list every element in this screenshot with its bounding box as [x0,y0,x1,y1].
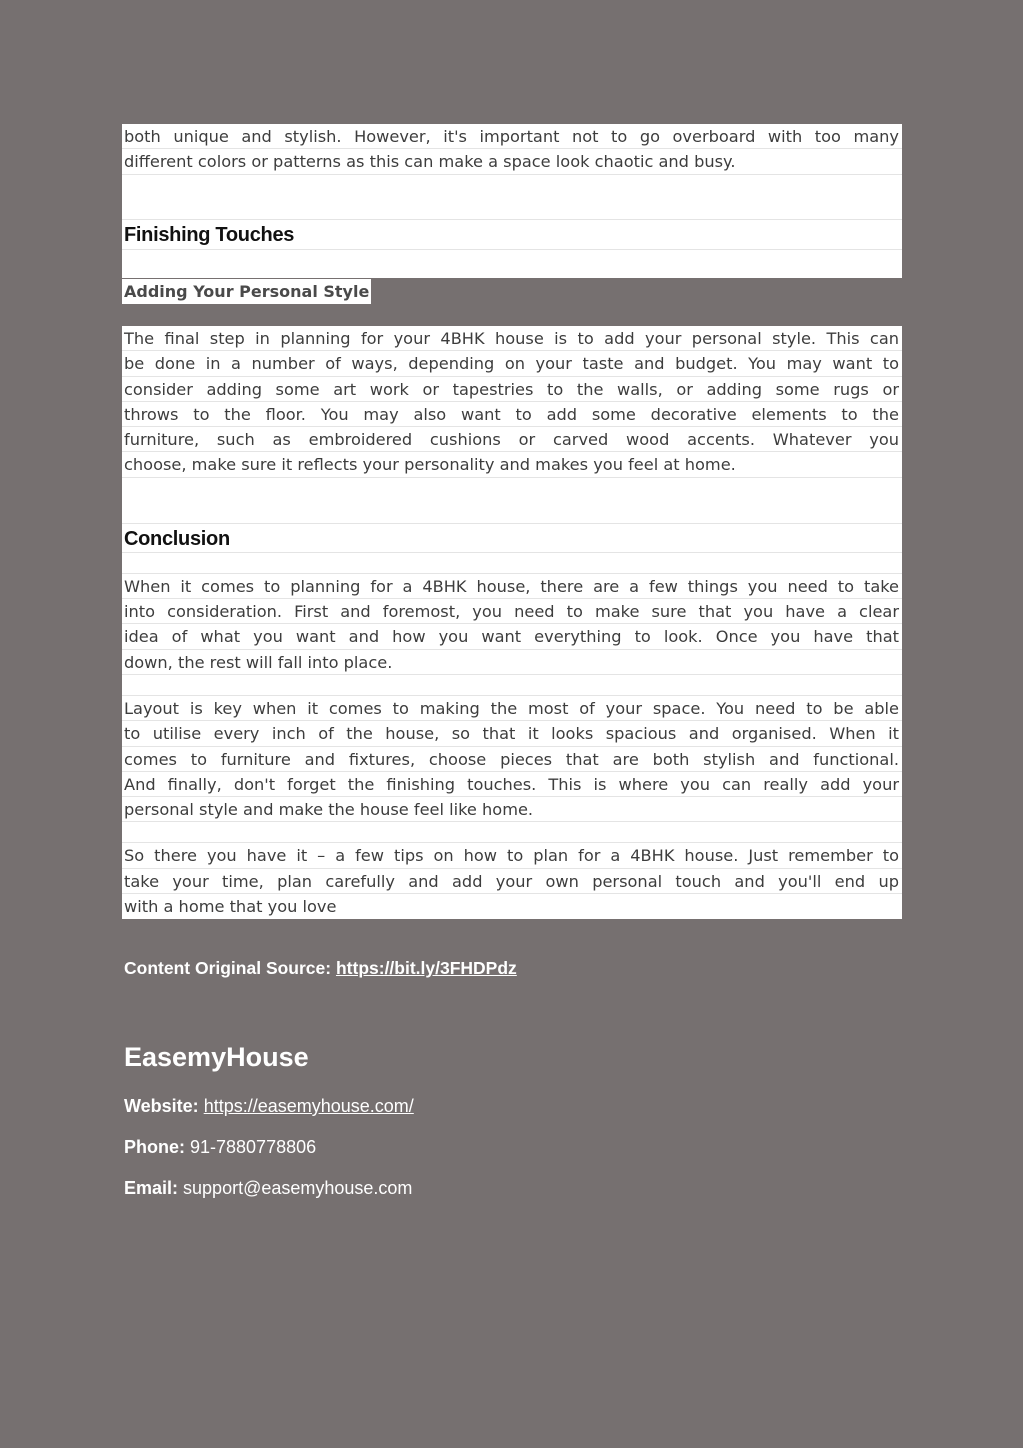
text-block-main [122,326,902,919]
paragraph-line: both unique and stylish. However, it's important not to go overboard with too many [122,124,902,149]
section-heading-conclusion: Conclusion [122,524,902,553]
paragraph-line: And finally, don't forget the finishing touches. This is where you can really add your [122,772,902,797]
paragraph-line: with a home that you love [124,897,337,917]
source-label: Content Original Source: [124,958,336,978]
website-link[interactable]: https://easemyhouse.com/ [203,1096,414,1116]
source-link[interactable]: https://bit.ly/3FHDPdz [335,958,517,978]
email-label: Email: [124,1178,184,1198]
paragraph-line: throws to the floor. You may also want to add some decorative elements to the [122,402,902,427]
text-block-intro [122,124,902,278]
website-row [124,1096,414,1117]
subheading-personal-style: Adding Your Personal Style [122,279,371,304]
email-value: support@easemyhouse.com [183,1178,413,1198]
paragraph-spacer [122,175,902,220]
paragraph-line: consider adding some art work or tapestries to the walls, or adding some rugs or [122,377,902,402]
brand-name: EasemyHouse [124,1042,309,1072]
paragraph-spacer [122,822,902,843]
paragraph-line: idea of what you want and how you want everything to look. Once you have that [122,624,902,649]
paragraph-line: personal style and make the house feel like home. [122,797,902,822]
paragraph-spacer [122,478,902,524]
phone-row [124,1137,316,1158]
paragraph-spacer [122,553,902,574]
email-row [124,1178,412,1199]
paragraph-line: furniture, such as embroidered cushions or carved wood accents. Whatever you [122,427,902,452]
paragraph-line: comes to furniture and fixtures, choose pieces that are both stylish and functional. [122,747,902,772]
paragraph-line: So there you have it – a few tips on how to plan for a 4BHK house. Just remember to [122,843,902,868]
paragraph-line: be done in a number of ways, depending on your taste and budget. You may want to [122,351,902,376]
paragraph-line: different colors or patterns as this can make a space look chaotic and busy. [122,149,902,174]
paragraph-spacer [122,250,902,278]
section-heading-finishing-touches: Finishing Touches [122,220,902,250]
paragraph-line: Layout is key when it comes to making the most of your space. You need to be able [122,696,902,721]
paragraph-line: to utilise every inch of the house, so that it looks spacious and organised. When it [122,721,902,746]
content-source [124,958,517,979]
paragraph-line: into consideration. First and foremost, you need to make sure that you have a clear [122,599,902,624]
paragraph-spacer [122,675,902,696]
phone-value: 91-7880778806 [190,1137,317,1157]
website-label: Website: [124,1096,204,1116]
paragraph-line: choose, make sure it reflects your personality and makes you feel at home. [122,452,902,477]
paragraph-line: When it comes to planning for a 4BHK house, there are a few things you need to take [122,574,902,599]
paragraph-line: take your time, plan carefully and add your own personal touch and you'll end up [122,869,902,894]
phone-label: Phone: [124,1137,190,1157]
paragraph-line: The final step in planning for your 4BHK house is to add your personal style. This can [122,326,902,351]
paragraph-line: down, the rest will fall into place. [122,650,902,675]
